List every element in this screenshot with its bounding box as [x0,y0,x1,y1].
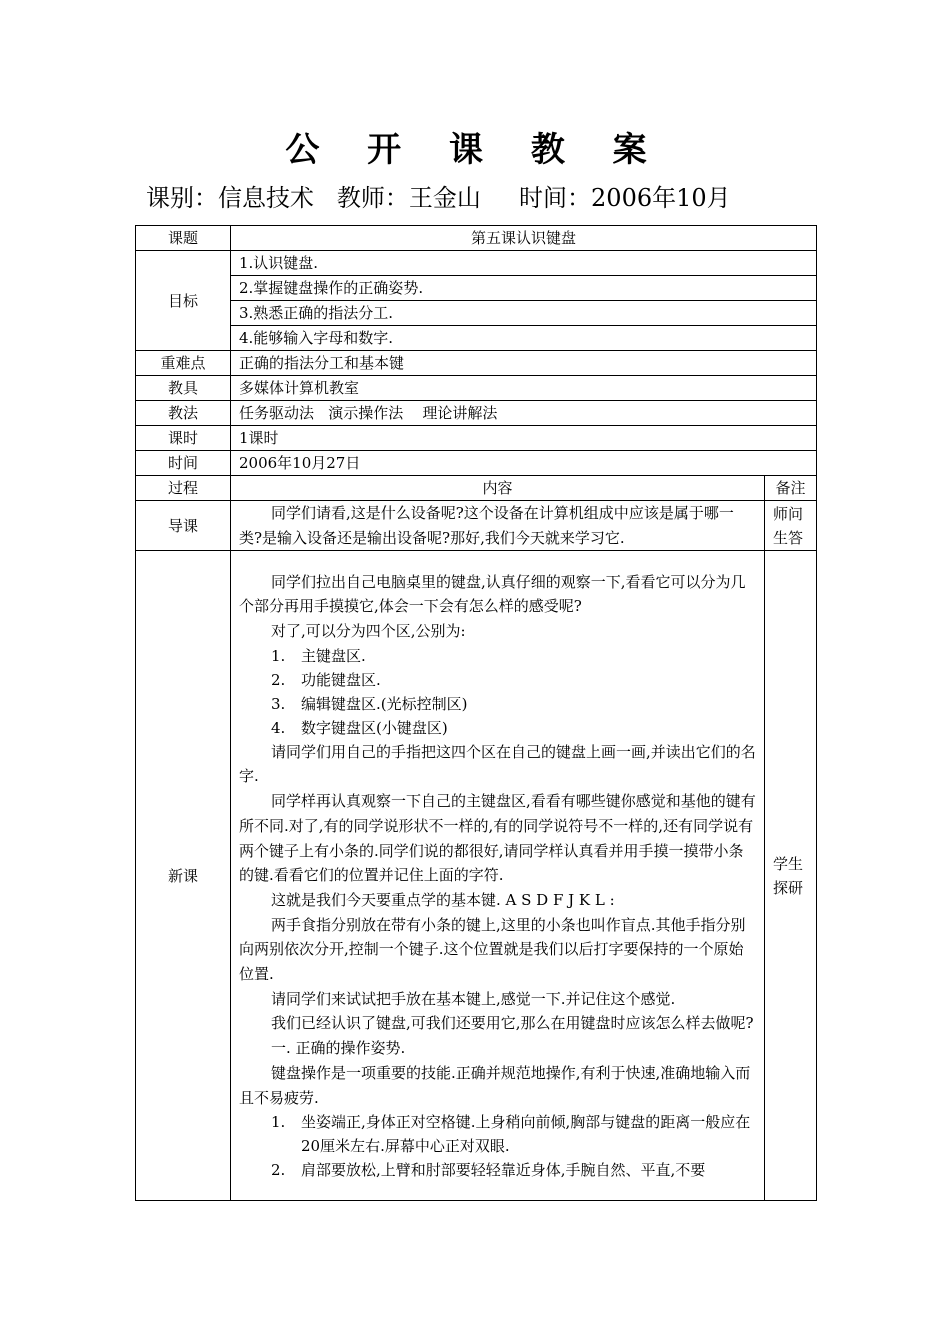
document-title: 公 开 课 教 案 [285,130,665,170]
intro-note-line: 师问 [773,504,804,523]
paragraph: 对了,可以分为四个区,公别为: [271,621,466,640]
hours-value: 1课时 [231,426,817,451]
topic-value: 第五课认识键盘 [231,226,817,251]
time-value: 2006年10月27日 [231,451,817,476]
goal-item: 2.掌握键盘操作的正确姿势. [231,276,817,301]
list-item [239,692,756,716]
intro-note-line: 生答 [773,528,804,547]
list-number: 3. [271,694,286,713]
row-goal-4 [136,326,817,351]
goal-item: 1.认识键盘. [231,251,817,276]
paragraph: 同学样再认真观察一下自己的主键盘区,看看有哪些键你感觉和基他的键有所不同.对了,有的同学说形状不一样的,有的同学说符号不一样的,还有同学说有两个键子上有小条的.同学们说的都很好,请同学样认真看并用手摸一摸带小条的键.看看它们的位置并记住上面的字符. [239,792,756,885]
list-item [239,1110,756,1158]
list-text: 数字键盘区(小键盘区) [301,718,448,737]
section-heading: 一. 正确的操作姿势. [271,1039,406,1058]
paragraph: 请同学们用自己的手指把这四个区在自己的键盘上画一画,并读出它们的名字. [239,742,756,786]
row-topic [136,226,817,251]
list-text: 功能键盘区. [301,670,381,689]
list-number: 1. [271,1113,286,1132]
row-methods [136,401,817,426]
list-number: 2. [271,1161,286,1180]
row-new-lesson [136,551,817,1201]
row-tools [136,376,817,401]
row-goal-2 [136,276,817,301]
tools-value: 多媒体计算机教室 [231,376,817,401]
intro-note [765,501,817,551]
new-lesson-content [231,551,765,1201]
list-text: 坐姿端正,身体正对空格键.上身稍向前倾,胸部与键盘的距离一般应在20厘米左右.屏幕中心正对双眼. [301,1113,751,1156]
list-number: 1. [271,646,286,665]
key-points-label: 重难点 [136,351,231,376]
list-item [239,1158,756,1182]
list-item [239,668,756,692]
new-lesson-note-line: 学生 [773,854,804,873]
key-points-value: 正确的指法分工和基本键 [231,351,817,376]
new-lesson-label: 新课 [136,551,231,1201]
paragraph: 我们已经认识了键盘,可我们还要用它,那么在用键盘时应该怎么样去做呢? [271,1014,754,1033]
list-text: 编辑键盘区.(光标控制区) [301,694,468,713]
row-time [136,451,817,476]
list-item [239,716,756,740]
row-key-points [136,351,817,376]
hours-label: 课时 [136,426,231,451]
goal-item: 3.熟悉正确的指法分工. [231,301,817,326]
process-label: 过程 [136,476,231,501]
topic-label: 课题 [136,226,231,251]
row-process-header [136,476,817,501]
paragraph: 这就是我们今天要重点学的基本键. A S D F J K L : [271,890,615,909]
paragraph: 两手食指分别放在带有小条的键上,这里的小条也叫作盲点.其他手指分别向两别依次分开,控制一个键子.这个位置就是我们以后打字要保持的一个原始位置. [239,915,746,984]
new-lesson-note [765,551,817,1201]
goal-item: 4.能够输入字母和数字. [231,326,817,351]
paragraph: 同学们拉出自己电脑桌里的键盘,认真仔细的观察一下,看看它可以分为几个部分再用手摸摸它,体会一下会有怎么样的感受呢? [239,572,746,616]
note-header: 备注 [765,476,817,501]
intro-text: 同学们请看,这是什么设备呢?这个设备在计算机组成中应该是属于哪一类?是输入设备还是输出设备呢?那好,我们今天就来学习它. [239,504,734,547]
lesson-plan-table [135,225,817,1201]
list-number: 4. [271,718,286,737]
methods-label: 教法 [136,401,231,426]
row-hours [136,426,817,451]
row-goal-3 [136,301,817,326]
list-number: 2. [271,670,286,689]
new-lesson-note-line: 探研 [773,878,804,897]
goals-label: 目标 [136,251,231,351]
intro-content [231,501,765,551]
document-subtitle: 课别：信息技术 教师：王金山 时间：2006年10月 [146,184,731,212]
list-item [239,644,756,668]
list-text: 主键盘区. [301,646,366,665]
paragraph: 请同学们来试试把手放在基本键上,感觉一下.并记住这个感觉. [271,989,676,1008]
row-goal-1 [136,251,817,276]
intro-label: 导课 [136,501,231,551]
content-header: 内容 [231,476,765,501]
list-text: 肩部要放松,上臂和肘部要轻轻靠近身体,手腕自然、平直,不要 [301,1161,706,1180]
tools-label: 教具 [136,376,231,401]
time-label: 时间 [136,451,231,476]
methods-value: 任务驱动法 演示操作法 理论讲解法 [231,401,817,426]
paragraph: 键盘操作是一项重要的技能.正确并规范地操作,有利于快速,准确地输入而且不易疲劳. [239,1063,751,1107]
row-intro [136,501,817,551]
